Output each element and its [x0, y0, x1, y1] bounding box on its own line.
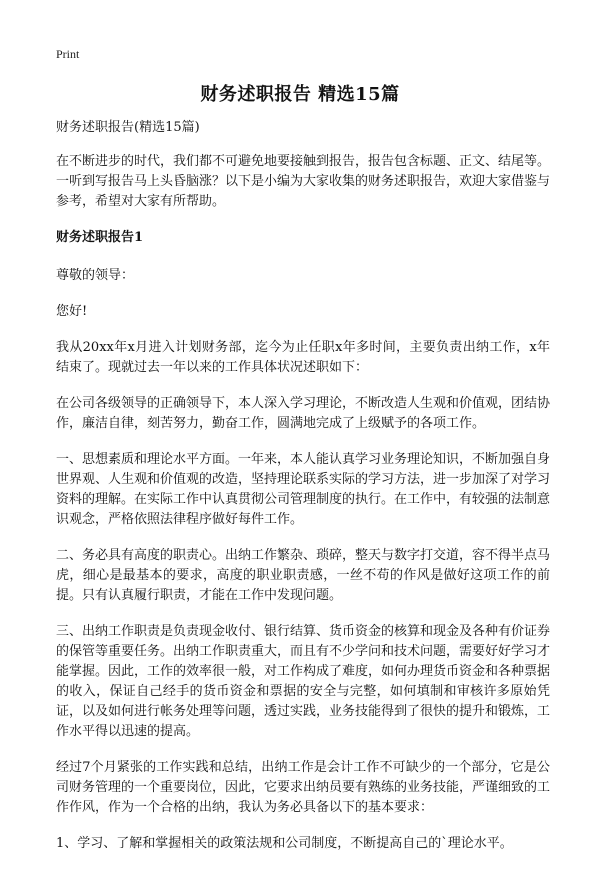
body-paragraph: 在公司各级领导的正确领导下，本人深入学习理论，不断改造人生观和价值观，团结协作，廉洁自律，刻苦努力，勤奋工作，圆满地完成了上级赋予的各项工作。 [56, 396, 551, 431]
intro-paragraph: 在不断进步的时代，我们都不可避免地要接触到报告，报告包含标题、正文、结尾等。一听到写报告马上头昏脑涨？以下是小编为大家收集的财务述职报告，欢迎大家借鉴与参考，希望对大家有所帮助。 [56, 154, 551, 209]
body-paragraph: 三、出纳工作职责是负责现金收付、银行结算、货币资金的核算和现金及各种有价证券的保管等重要任务。出纳工作职责重大，而且有不少学问和技术问题，需要好好学习才能掌握。因此，工作的效率很一般，对工作构成了难度，如何办理货币资金和各种票据的收入，保证自己经手的货币资金和票据的安全与完整，如何填制和审核许多原始凭证，以及如何进行帐务处理等问题，透过实践，业务技能得到了很快的提升和锻炼，工作水平得以迅速的提高。 [56, 624, 551, 739]
body-paragraph: 经过7个月紧张的工作实践和总结，出纳工作是会计工作不可缺少的一个部分，它是公司财务管理的一个重要岗位，因此，它要求出纳员要有熟练的业务技能，严谨细致的工作作风，作为一个合格的出纳，我认为务必具备以下的基本要求： [56, 760, 551, 815]
section-heading: 财务述职报告1 [56, 230, 144, 245]
salutation: 尊敬的领导： [56, 268, 135, 283]
document-subtitle: 财务述职报告(精选15篇) [56, 120, 200, 135]
print-link[interactable]: Print [56, 47, 80, 61]
document-title: 财务述职报告 精选15篇 [200, 84, 400, 105]
body-paragraph: 1、学习、了解和掌握相关的政策法规和公司制度，不断提高自己的`理论水平。 [56, 836, 513, 851]
body-paragraph: 一、思想素质和理论水平方面。一年来，本人能认真学习业务理论知识，不断加强自身世界观、人生观和价值观的改造，坚持理论联系实际的学习方法，进一步加深了对学习资料的理解。在实际工作中认真贯彻公司管理制度的执行。在工作中，有较强的法制意识观念，严格依照法律程序做好每件工作。 [56, 452, 551, 527]
body-paragraph: 二、务必具有高度的职责心。出纳工作繁杂、琐碎，整天与数字打交道，容不得半点马虎，细心是最基本的要求，高度的职业职责感，一丝不苟的作风是做好这项工作的前提。只有认真履行职责，才能在工作中发现问题。 [56, 548, 551, 603]
body-paragraph: 我从20xx年x月进入计划财务部，迄今为止任职x年多时间，主要负责出纳工作，x年结束了。现就过去一年以来的工作具体状况述职如下： [56, 340, 550, 375]
greeting: 您好! [56, 304, 88, 319]
document-body [56, 118, 550, 870]
